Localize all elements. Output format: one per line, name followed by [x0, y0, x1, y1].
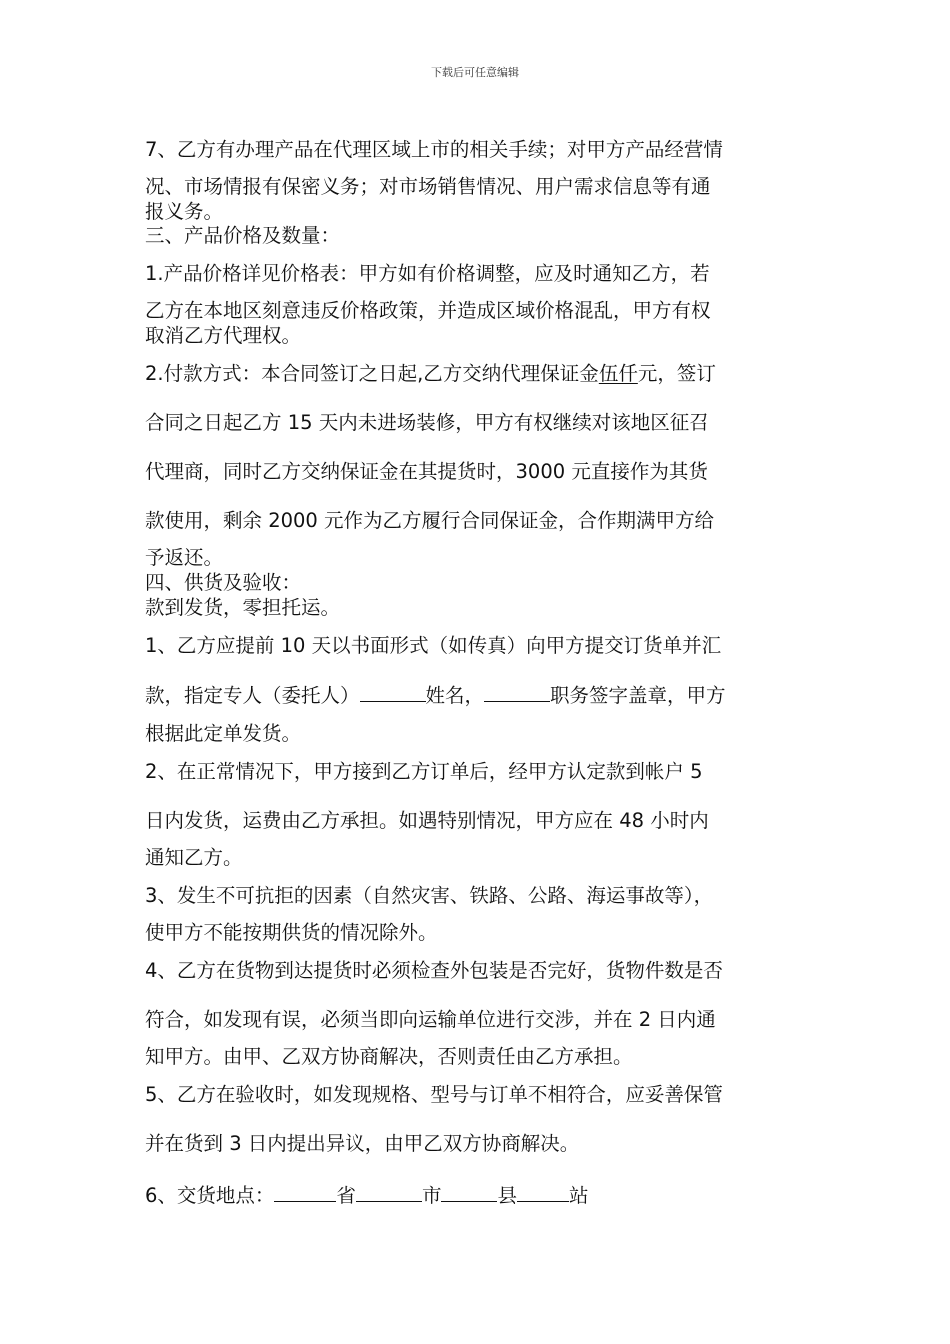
clause-7-line-1: 7、乙方有办理产品在代理区域上市的相关手续；对甲方产品经营情 [145, 138, 723, 161]
designate-text-1: 款，指定专人（委托人） [145, 684, 360, 707]
station-blank [517, 1183, 569, 1202]
clause-2-line-1: 2、在正常情况下，甲方接到乙方订单后，经甲方认定款到帐户 5 [145, 760, 703, 783]
clause-1-line-3: 根据此定单发货。 [145, 722, 302, 745]
payment-clause-line-4: 款使用，剩余 2000 元作为乙方履行合同保证金，合作期满甲方给 [145, 509, 715, 532]
clause-1-line-1: 1、乙方应提前 10 天以书面形式（如传真）向甲方提交订货单并汇 [145, 634, 722, 657]
clause-5-line-2: 并在货到 3 日内提出异议，由甲乙双方协商解决。 [145, 1132, 580, 1155]
payment-text-after: 元，签订 [637, 362, 716, 385]
payment-text-before: 2.付款方式：本合同签订之日起,乙方交纳代理保证金 [145, 362, 599, 385]
city-blank [356, 1183, 422, 1202]
agent-title-blank [484, 683, 550, 702]
city-text: 市 [421, 1184, 442, 1207]
clause-4-line-1: 4、乙方在货物到达提货时必须检查外包装是否完好，货物件数是否 [145, 959, 723, 982]
province-text: 省 [336, 1184, 356, 1207]
delivery-location-line [145, 1183, 588, 1208]
price-clause-line-3: 取消乙方代理权。 [145, 324, 302, 347]
clause-3-line-1: 3、发生不可抗拒的因素（自然灾害、铁路、公路、海运事故等）， [145, 884, 714, 907]
station-text: 站 [568, 1184, 589, 1207]
shipping-term: 款到发货，零担托运。 [145, 596, 341, 619]
agent-name-blank [360, 683, 426, 702]
county-text: 县 [497, 1184, 517, 1207]
designate-text-2: 姓名， [425, 684, 485, 707]
section-3-heading: 三、产品价格及数量： [145, 224, 341, 247]
designate-text-3: 职务签字盖章，甲方 [550, 684, 726, 707]
clause-7-line-3: 报义务。 [145, 200, 224, 223]
page-header: 下载后可任意编辑 [431, 66, 519, 79]
delivery-label: 6、交货地点： [145, 1184, 275, 1207]
payment-clause-line-1 [145, 362, 716, 386]
clause-4-line-3: 知甲方。由甲、乙双方协商解决，否则责任由乙方承担。 [145, 1045, 633, 1068]
payment-clause-line-5: 予返还。 [145, 546, 224, 569]
clause-5-line-1: 5、乙方在验收时，如发现规格、型号与订单不相符合，应妥善保管 [145, 1083, 723, 1106]
clause-7-line-2: 况、市场情报有保密义务；对市场销售情况、用户需求信息等有通 [145, 175, 711, 198]
clause-2-line-3: 通知乙方。 [145, 846, 243, 869]
clause-1-line-2 [145, 683, 726, 708]
price-clause-line-1: 1.产品价格详见价格表：甲方如有价格调整，应及时通知乙方，若 [145, 262, 710, 285]
payment-clause-line-3: 代理商，同时乙方交纳保证金在其提货时，3000 元直接作为其货 [145, 460, 708, 483]
clause-3-line-2: 使甲方不能按期供货的情况除外。 [145, 921, 438, 944]
clause-4-line-2: 符合，如发现有误，必须当即向运输单位进行交涉，并在 2 日内通 [145, 1008, 716, 1031]
province-blank [274, 1183, 336, 1202]
deposit-amount: 伍仟 [598, 362, 638, 385]
payment-clause-line-2: 合同之日起乙方 15 天内未进场装修，甲方有权继续对该地区征召 [145, 411, 709, 434]
price-clause-line-2: 乙方在本地区刻意违反价格政策，并造成区域价格混乱，甲方有权 [145, 299, 711, 322]
county-blank [441, 1183, 497, 1202]
section-4-heading: 四、供货及验收： [145, 571, 302, 594]
clause-2-line-2: 日内发货，运费由乙方承担。如遇特别情况，甲方应在 48 小时内 [145, 809, 709, 832]
